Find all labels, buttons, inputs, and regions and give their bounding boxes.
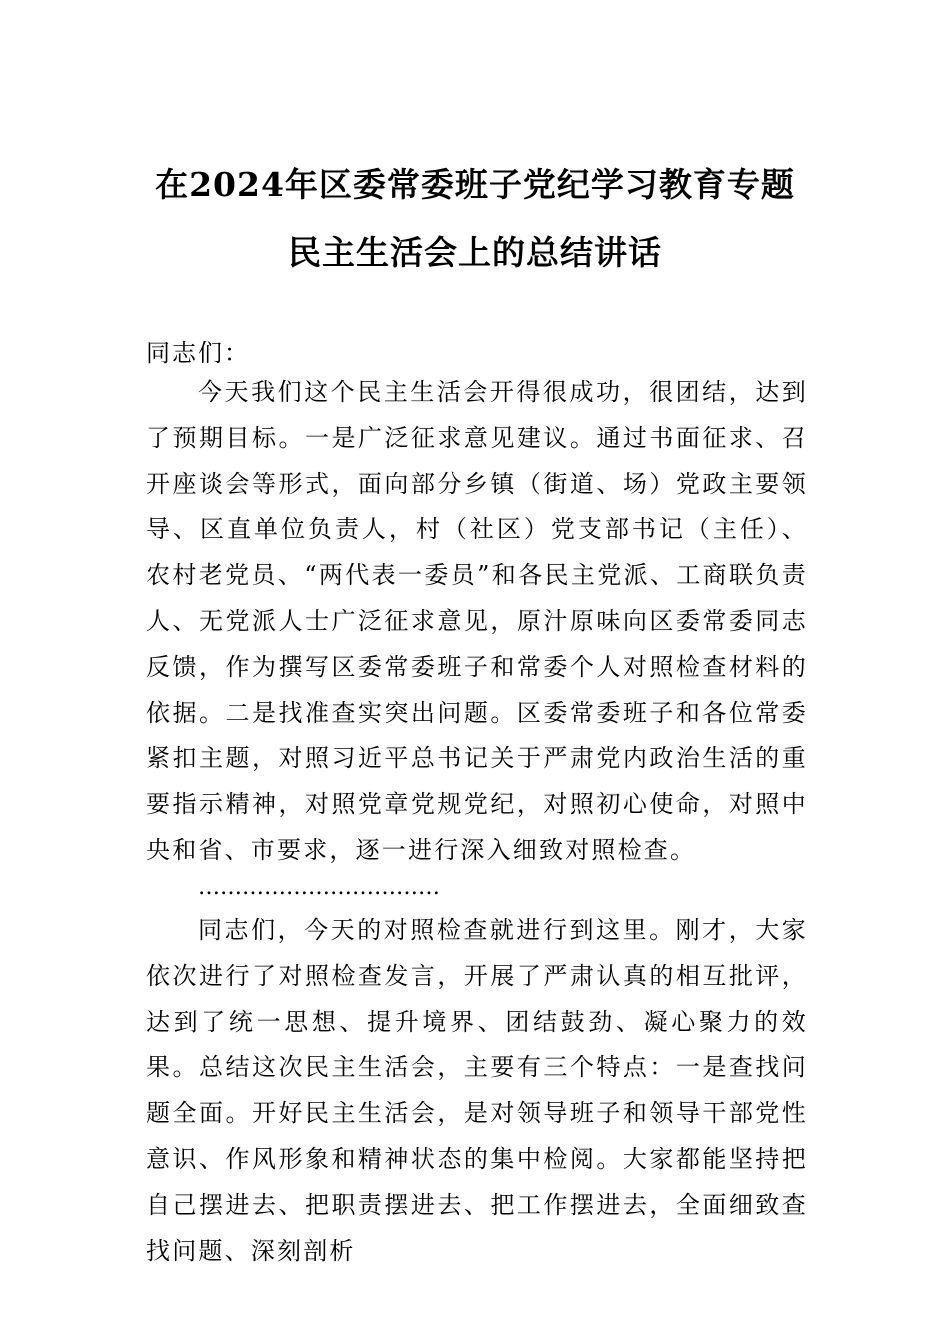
paragraph-2: 同志们，今天的对照检查就进行到这里。刚才，大家依次进行了对照检查发言，开展了严肃认真的相互批评，达到了统一思想、提升境界、团结鼓劲、凝心聚力的效果。总结这次民主生活会，主要有三个特点：一是查找问题全面。开好民主生活会，是对领导班子和领导干部党性意识、作风形象和精神状态的集中检阅。大家都能坚持把自己摆进去、把职责摆进去、把工作摆进去，全面细致查找问题、深刻剖析 xyxy=(146,916,808,1265)
paragraph-1: 今天我们这个民主生活会开得很成功，很团结，达到了预期目标。一是广泛征求意见建议。通过书面征求、召开座谈会等形式，面向部分乡镇（街道、场）党政主要领导、区直单位负责人，村（社区）党支部书记（主任）、农村老党员、“两代表一委员”和各民主党派、工商联负责人、无党派人士广泛征求意见，原汁原味向区委常委同志反馈，作为撰写区委常委班子和常委个人对照检查材料的依据。二是找准查实突出问题。区委常委班子和各位常委紧扣主题，对照习近平总书记关于严肃党内政治生活的重要指示精神，对照党章党规党纪，对照初心使命，对照中央和省、市要求，逐一进行深入细致对照检查。 xyxy=(146,378,808,864)
title-line-2: 民主生活会上的总结讲话 xyxy=(288,233,662,272)
ellipsis-separator: …………………………… xyxy=(198,875,440,900)
title-line-1: 在2024年区委常委班子党纪学习教育专题 xyxy=(155,165,795,204)
salutation: 同志们： xyxy=(146,339,250,367)
